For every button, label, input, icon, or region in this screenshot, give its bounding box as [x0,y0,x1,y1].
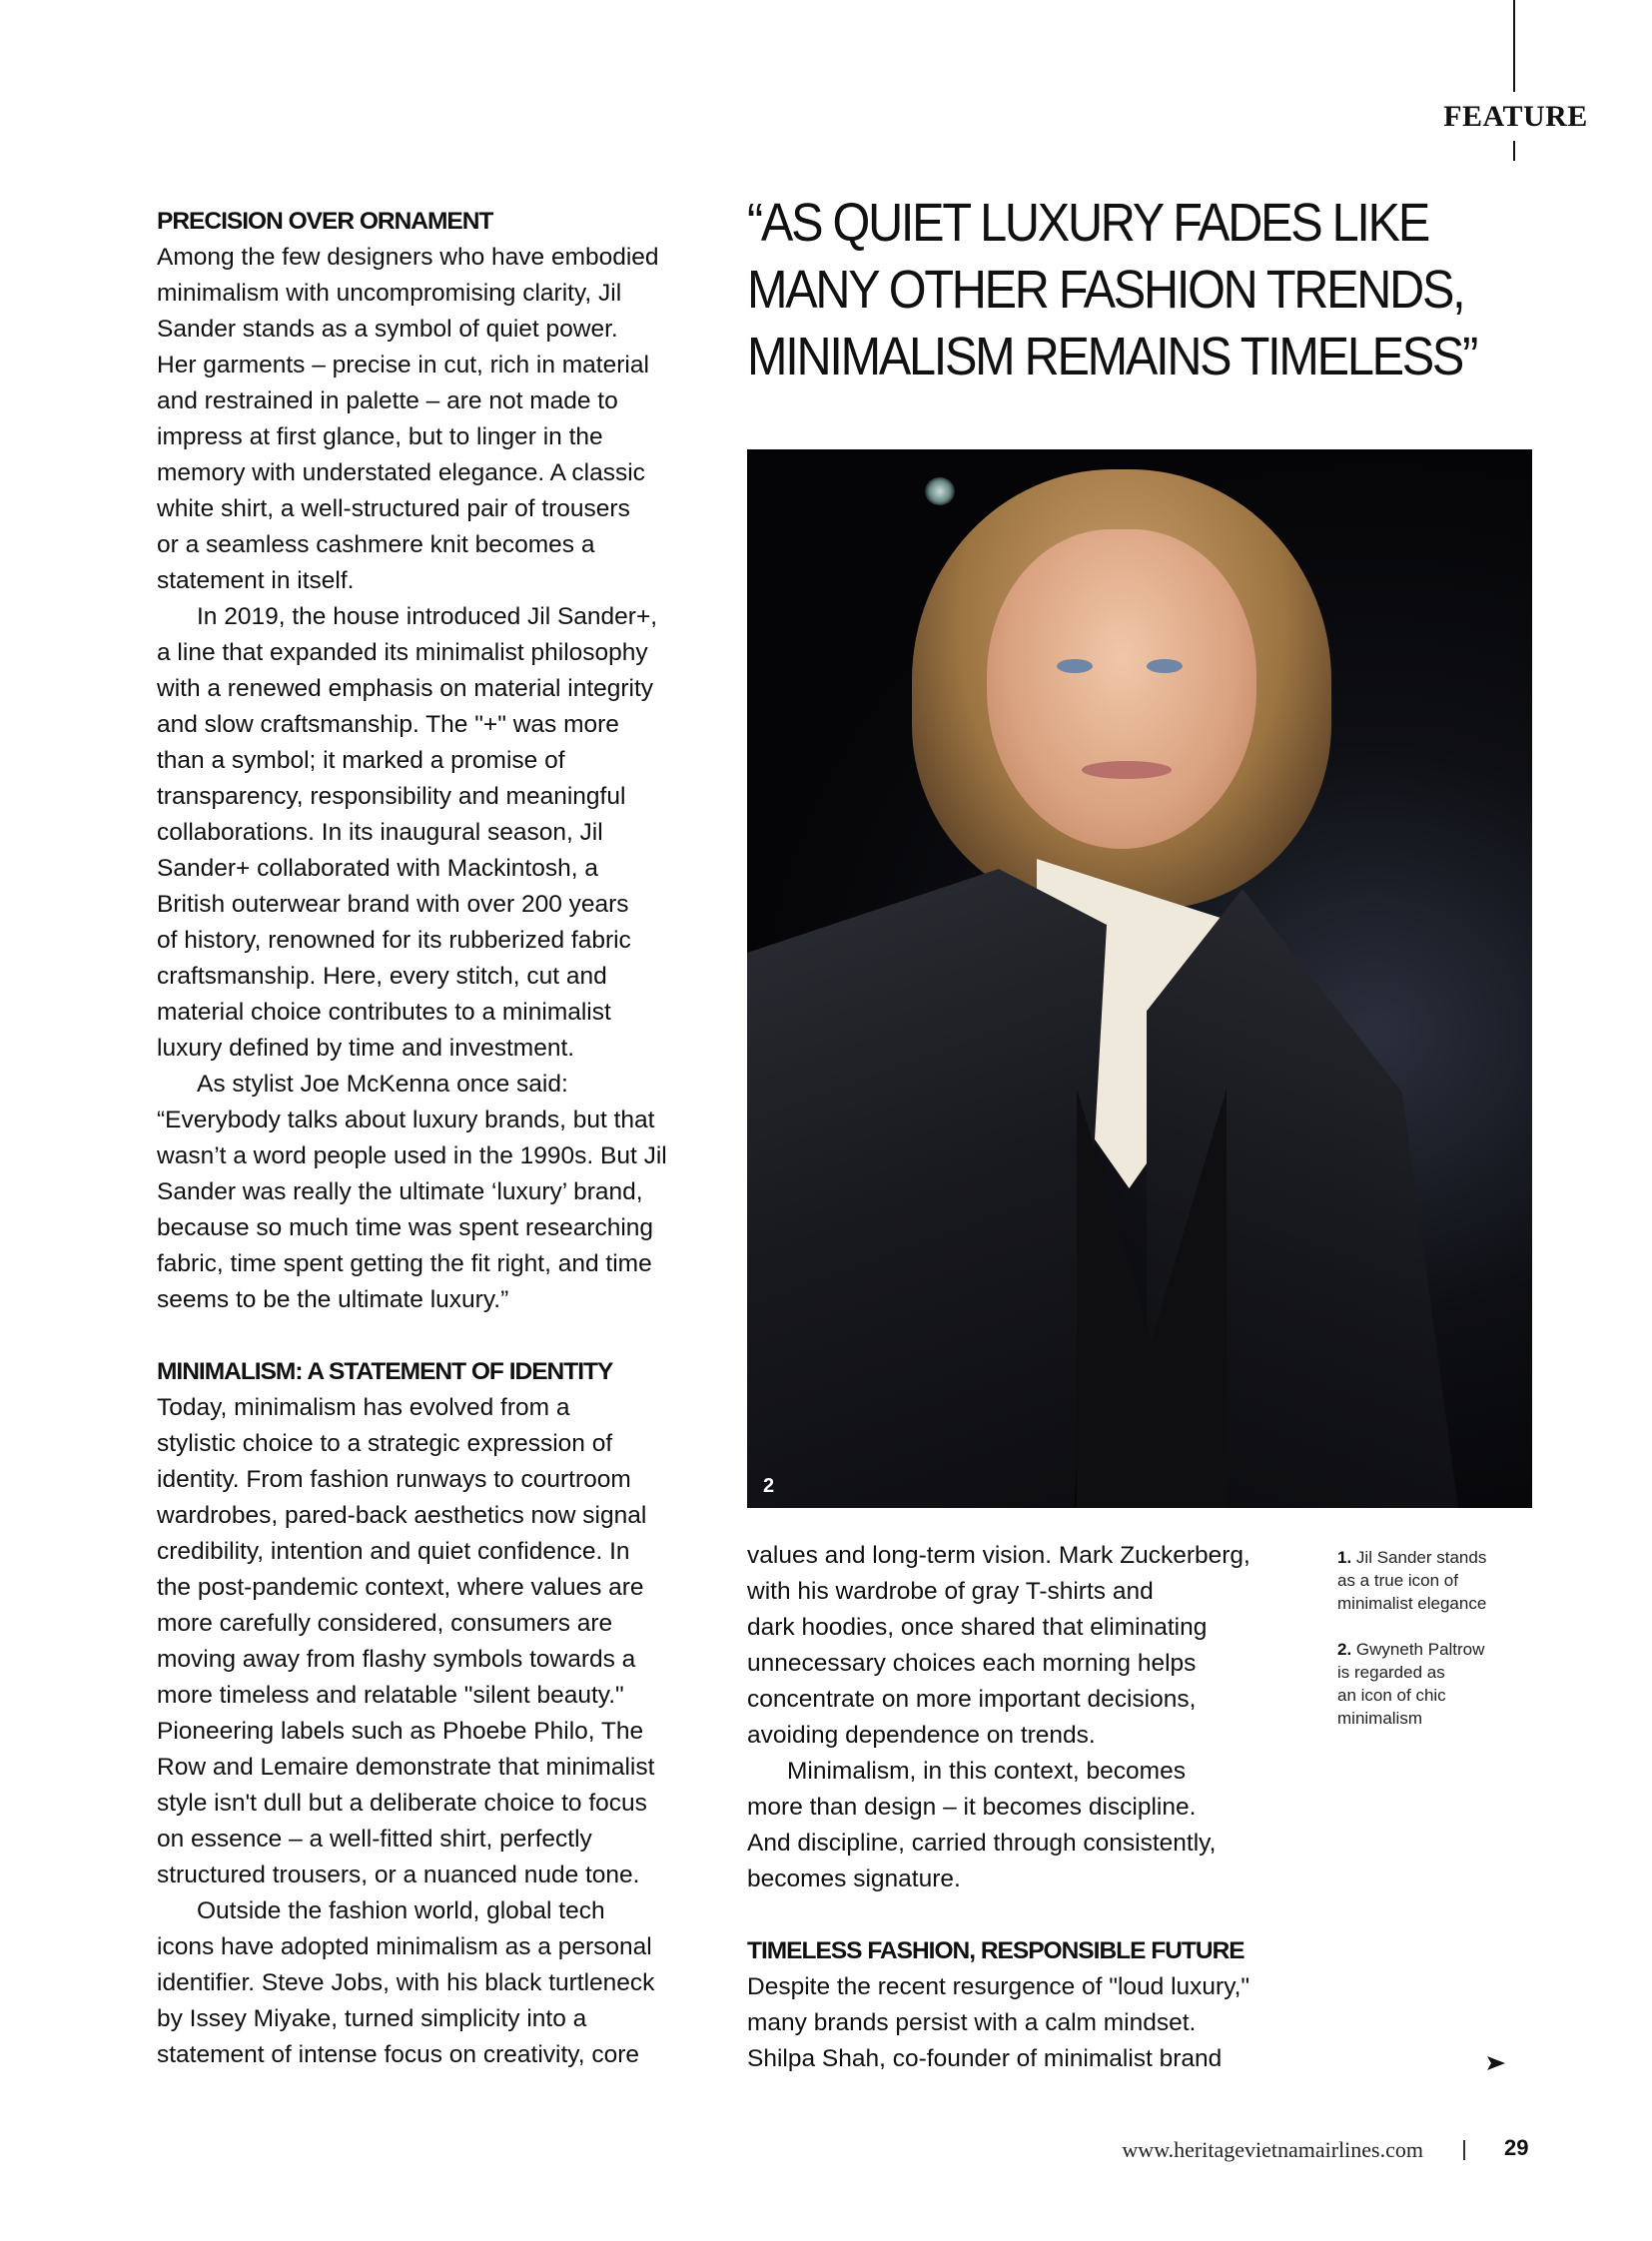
text-line: stylistic choice to a strategic expression of [157,1430,613,1457]
caption-text: minimalism [1337,1709,1422,1728]
text-line: avoiding dependence on trends. [747,1722,1096,1749]
section-gap [747,1897,1306,1933]
pull-quote [747,190,1477,390]
caption-text: Gwyneth Paltrow [1355,1640,1485,1659]
paragraph-5 [157,1893,716,2073]
text-line: because so much time was spent researching [157,1214,654,1241]
text-line: with a renewed emphasis on material integrity [157,675,654,702]
text-line: more carefully considered, consumers are [157,1610,613,1637]
text-line: by Issey Miyake, turned simplicity into a [157,2005,587,2032]
arrow-right-icon [1486,2055,1506,2071]
text-line: than a symbol; it marked a promise of [157,747,565,774]
text-line: Her garments – precise in cut, rich in material [157,352,649,378]
text-line: wardrobes, pared-back aesthetics now signal [157,1502,647,1529]
text-line: Sander+ collaborated with Mackintosh, a [157,855,598,882]
text-line: values and long-term vision. Mark Zuckerberg, [747,1542,1250,1569]
text-line: luxury defined by time and investment. [157,1035,575,1062]
text-line: and slow craftsmanship. The "+" was more [157,711,619,738]
text-line: more timeless and relatable "silent beauty." [157,1682,624,1709]
photo-mouth [1082,761,1172,779]
header-rule-bottom [1513,141,1515,161]
text-line: icons have adopted minimalism as a personal [157,1933,652,1960]
text-line: and restrained in palette – are not made to [157,387,618,414]
text-line: becomes signature. [747,1866,961,1892]
caption-text: minimalist elegance [1337,1594,1487,1613]
text-line: In 2019, the house introduced Jil Sander+, [197,603,658,630]
text-line: impress at first glance, but to linger in the [157,423,603,450]
paragraph-7 [747,1754,1306,1897]
page-number: 29 [1504,2135,1529,2160]
caption-text: as a true icon of [1337,1571,1458,1590]
text-line: identifier. Steve Jobs, with his black turtleneck [157,1969,655,1996]
text-line: a line that expanded its minimalist philosophy [157,639,648,666]
paragraph-4 [157,1390,716,1893]
background-light [925,477,955,505]
text-line: material choice contributes to a minimalist [157,999,611,1026]
paragraph-3 [157,1067,716,1318]
text-line: moving away from flashy symbols towards a [157,1646,636,1673]
text-line: Shilpa Shah, co-founder of minimalist brand [747,2045,1223,2072]
text-line: of history, renowned for its rubberized fabric [157,927,631,954]
text-line: British outerwear brand with over 200 years [157,891,629,918]
text-line: Sander was really the ultimate ‘luxury’ brand, [157,1178,643,1205]
caption-text: is regarded as [1337,1663,1445,1682]
text-line: minimalism with uncompromising clarity, Jil [157,280,622,307]
left-column [157,204,716,2073]
text-line: And discipline, carried through consistently, [747,1830,1217,1857]
text-line: structured trousers, or a nuanced nude tone. [157,1862,640,1888]
text-line: Row and Lemaire demonstrate that minimalist [157,1754,655,1781]
text-line: credibility, intention and quiet confidence. In [157,1538,630,1565]
pull-quote-line: MANY OTHER FASHION TRENDS, [747,260,1464,320]
text-line: identity. From fashion runways to courtroom [157,1466,631,1493]
section-label: FEATURE [1443,100,1588,133]
photo-face [987,529,1256,849]
footer-divider [1463,2140,1465,2160]
caption-2 [1337,1638,1547,1730]
portrait-photo [747,449,1532,1508]
heading-minimalism-statement: MINIMALISM: A STATEMENT OF IDENTITY [157,1358,613,1385]
text-line: many brands persist with a calm mindset. [747,2009,1197,2036]
section-gap [157,1318,716,1354]
photo-leather-jacket-left [747,869,1107,1508]
text-line: Minimalism, in this context, becomes [787,1758,1186,1785]
text-line: on essence – a well-fitted shirt, perfectly [157,1826,592,1853]
paragraph-2 [157,599,716,1067]
pull-quote-line: “AS QUIET LUXURY FADES LIKE [747,193,1429,253]
heading-precision-over-ornament: PRECISION OVER ORNAMENT [157,208,493,235]
text-line: wasn’t a word people used in the 1990s. But Jil [157,1142,667,1169]
text-line: As stylist Joe McKenna once said: [197,1071,568,1098]
text-line: collaborations. In its inaugural season, Jil [157,819,603,846]
photo-number: 2 [763,1475,775,1497]
text-line: Among the few designers who have embodied [157,244,659,271]
text-line: seems to be the ultimate luxury.” [157,1286,509,1313]
text-line: Outside the fashion world, global tech [197,1897,605,1924]
pull-quote-line: MINIMALISM REMAINS TIMELESS” [747,327,1477,386]
text-line: the post-pandemic context, where values are [157,1574,644,1601]
heading-timeless-fashion: TIMELESS FASHION, RESPONSIBLE FUTURE [747,1937,1244,1964]
caption-text: an icon of chic [1337,1686,1446,1705]
text-line: Sander stands as a symbol of quiet power. [157,316,618,343]
paragraph-8 [747,1969,1306,2077]
text-line: transparency, responsibility and meaningful [157,783,626,810]
header-rule-top [1513,0,1515,92]
caption-number: 1. [1337,1548,1352,1567]
text-line: or a seamless cashmere knit becomes a [157,531,595,558]
caption-1 [1337,1546,1547,1615]
text-line: statement in itself. [157,567,355,594]
paragraph-6 [747,1538,1306,1754]
text-line: style isn't dull but a deliberate choice to focus [157,1790,647,1817]
middle-column [747,1538,1306,2077]
caption-text: Jil Sander stands [1355,1548,1487,1567]
footer-url[interactable]: www.heritagevietnamairlines.com [1122,2137,1423,2162]
text-line: Today, minimalism has evolved from a [157,1394,570,1421]
paragraph-1 [157,240,716,599]
text-line: dark hoodies, once shared that eliminating [747,1614,1208,1641]
footer [1122,2137,1548,2167]
text-line: more than design – it becomes discipline. [747,1794,1197,1821]
photo-eye-right [1147,659,1183,673]
text-line: craftsmanship. Here, every stitch, cut and [157,963,607,990]
text-line: fabric, time spent getting the fit right, and time [157,1250,652,1277]
photo-eye-left [1057,659,1093,673]
photo-captions [1337,1546,1547,1753]
text-line: memory with understated elegance. A classic [157,459,645,486]
text-line: “Everybody talks about luxury brands, but that [157,1107,655,1133]
text-line: with his wardrobe of gray T-shirts and [747,1578,1154,1605]
text-line: concentrate on more important decisions, [747,1686,1197,1713]
text-line: white shirt, a well-structured pair of trousers [157,495,630,522]
text-line: Despite the recent resurgence of "loud luxury," [747,1973,1250,2000]
caption-number: 2. [1337,1640,1352,1659]
text-line: Pioneering labels such as Phoebe Philo, The [157,1718,644,1745]
text-line: unnecessary choices each morning helps [747,1650,1197,1677]
text-line: statement of intense focus on creativity, core [157,2041,639,2068]
